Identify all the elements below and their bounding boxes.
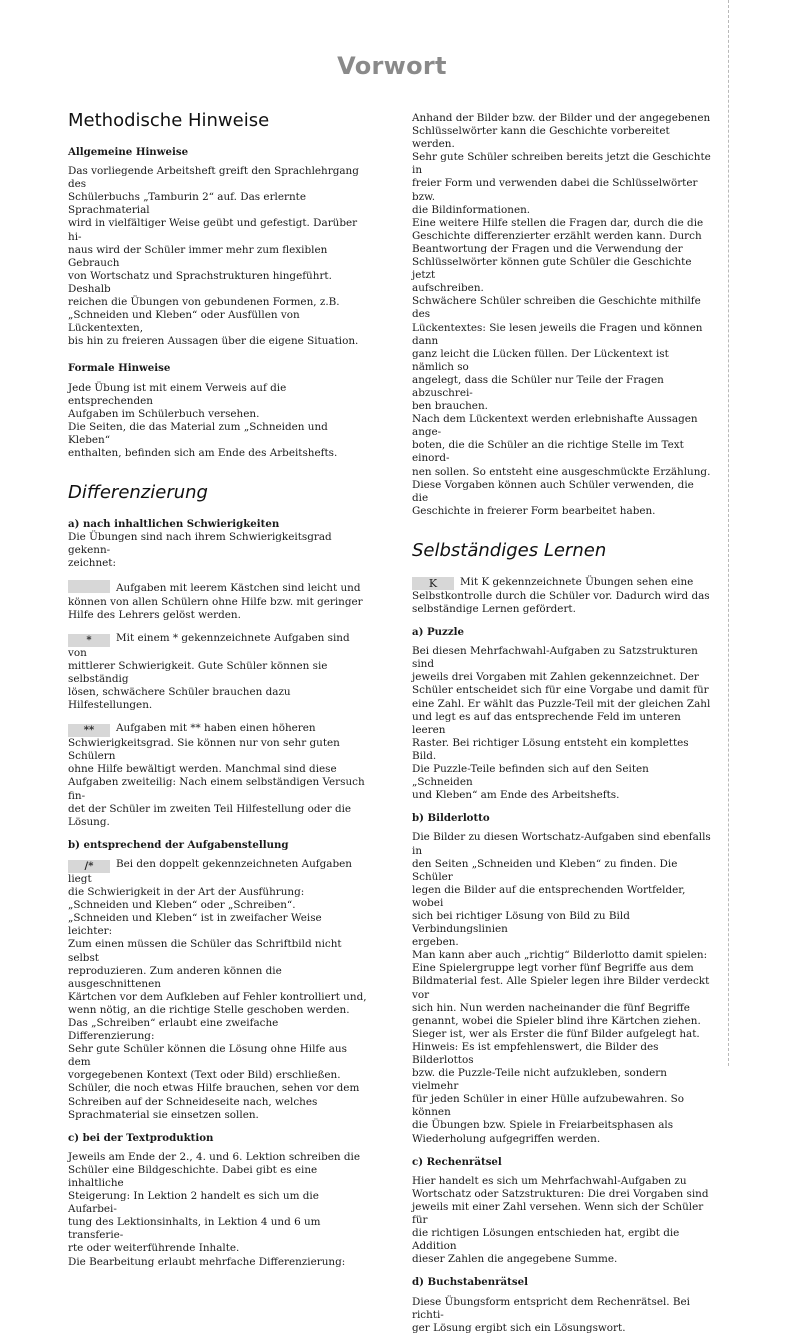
text-line: lösen, schwächere Schüler brauchen dazu Hilfestellungen.	[68, 686, 291, 712]
text-line: die Bildinformationen.	[412, 203, 531, 216]
text-line: eine Zahl. Er wählt das Puzzle-Teil mit der gleichen Zahl	[412, 697, 711, 710]
paragraph-inhalt	[68, 531, 368, 570]
text-line: Lückentextes: Sie lesen jeweils die Fragen und können dann	[412, 321, 703, 347]
heading-formale-hinweise: Formale Hinweise	[68, 362, 171, 375]
text-line: naus wird der Schüler immer mehr zum flexiblen Gebrauch	[68, 243, 328, 269]
text-line: ganz leicht die Lücken füllen. Der Lückentext ist nämlich so	[412, 347, 669, 373]
text-line: Diese Übungsform entspricht dem Rechenrätsel. Bei richti-	[412, 1295, 691, 1321]
text-line: von Wortschatz und Sprachstrukturen hingeführt. Deshalb	[68, 269, 332, 295]
text-line: ohne Hilfe bewältigt werden. Manchmal sind diese	[68, 763, 337, 776]
text-line: Schüler eine Bildgeschichte. Dabei gibt es eine inhaltliche	[68, 1163, 318, 1189]
page-edge-dashed-line	[728, 0, 729, 1066]
text-line: angelegt, dass die Schüler nur Teile der Fragen abzuschrei-	[412, 373, 664, 399]
text-line: bzw. die Puzzle-Teile nicht aufzukleben, sondern vielmehr	[412, 1067, 667, 1093]
text-line: Wiederholung aufgegriffen werden.	[412, 1132, 601, 1145]
text-line: nen sollen. So entsteht eine ausgeschmückte Erzählung.	[412, 465, 711, 478]
text-line: Geschichte differenzierter erzählt werden kann. Durch	[412, 229, 702, 242]
text-line: Die Puzzle-Teile befinden sich auf den Seiten „Schneiden	[412, 763, 649, 789]
text-line: Schülerbuchs „Tamburin 2“ auf. Das erlernte Sprachmaterial	[68, 191, 306, 217]
text-line: Das „Schreiben“ erlaubt eine zweifache Differenzierung:	[68, 1016, 279, 1043]
text-line: Aufgaben zweiteilig: Nach einem selbständigen Versuch fin-	[68, 776, 365, 802]
text-line: reichen die Übungen von gebundenen Formen, z.B.	[68, 296, 340, 309]
text-line: Sehr gute Schüler schreiben bereits jetzt die Geschichte in	[412, 151, 711, 177]
text-line: zeichnet:	[68, 557, 116, 570]
text-line: „Schneiden und Kleben“ ist in zweifacher Weise leichter:	[68, 912, 322, 938]
text-line: dieser Zahlen die angegebene Summe.	[412, 1253, 618, 1266]
text-line: die Schwierigkeit in der Art der Ausführung:	[68, 886, 305, 899]
k-marker: K	[412, 577, 454, 590]
text-line: für jeden Schüler in einer Hülle aufzubewahren. So können	[412, 1093, 685, 1119]
empty-box-marker	[68, 580, 110, 593]
text-line: Geschichte in freierer Form bearbeitet haben.	[412, 504, 656, 517]
star-marker: *	[68, 634, 110, 647]
text-line: und Kleben“ am Ende des Arbeitshefts.	[412, 789, 620, 802]
text-line: sich bei richtiger Lösung von Bild zu Bild Verbindungslinien	[412, 909, 630, 936]
text-line: Beantwortung der Fragen und die Verwendung der	[412, 242, 683, 255]
text-line: „Schneiden und Kleben“ oder Ausfüllen von Lückentexten,	[68, 309, 300, 335]
text-line: wird in vielfältiger Weise geübt und gefestigt. Darüber hi-	[68, 217, 358, 243]
text-line: Aufgaben im Schülerbuch versehen.	[68, 407, 260, 420]
heading-textproduktion: c) bei der Textproduktion	[68, 1131, 214, 1144]
text-line: die Übungen bzw. Spiele in Freiarbeitsphasen als	[412, 1119, 674, 1132]
text-line: Die Übungen sind nach ihrem Schwierigkeitsgrad gekenn-	[68, 531, 332, 557]
heading-bilderlotto: b) Bilderlotto	[412, 812, 490, 825]
text-line: wenn nötig, an die richtige Stelle geschoben werden.	[68, 1003, 350, 1016]
text-line: freier Form und verwenden dabei die Schlüsselwörter bzw.	[412, 177, 698, 203]
text-line: Schüler entscheidet sich für eine Vorgabe und damit für	[412, 684, 709, 697]
text-line: ergeben.	[412, 936, 459, 949]
paragraph-doppelstern	[68, 722, 368, 829]
double-star-marker: **	[68, 724, 110, 737]
text-line: Schlüsselwörter kann die Geschichte vorbereitet werden.	[412, 125, 670, 151]
text-line: selbständige Lernen gefördert.	[412, 603, 576, 615]
text-line: Anhand der Bilder bzw. der Bilder und der angegebenen	[412, 112, 711, 124]
text-line: Schwierigkeitsgrad. Sie können nur von sehr guten Schülern	[68, 737, 340, 763]
text-line: Jeweils am Ende der 2., 4. und 6. Lektion schreiben die	[68, 1150, 361, 1163]
text-line: tung des Lektionsinhalts, in Lektion 4 und 6 um transferie-	[68, 1216, 321, 1242]
text-line: genannt, wobei die Spieler blind ihre Kärtchen ziehen.	[412, 1014, 701, 1027]
selbst-first-line: Mit K gekennzeichnete Übungen sehen eine	[460, 575, 694, 588]
paragraph-aufgabenstellung	[68, 858, 368, 1122]
text-line: Jede Übung ist mit einem Verweis auf die entsprechenden	[68, 381, 287, 407]
text-line: boten, die die Schüler an die richtige Stelle im Text einord-	[412, 439, 684, 465]
text-line: Lösung.	[68, 815, 110, 828]
paragraph-formal	[68, 382, 368, 461]
text-line: Zum einen müssen die Schüler das Schriftbild nicht selbst	[68, 938, 342, 964]
text-line: Diese Vorgaben können auch Schüler verwenden, die die	[412, 478, 694, 504]
text-line: aufschreiben.	[412, 282, 484, 295]
text-line: Bildmaterial fest. Alle Spieler legen ihre Bilder verdeckt vor	[412, 975, 710, 1001]
text-line: Hier handelt es sich um Mehrfachwahl-Aufgaben zu	[412, 1174, 687, 1187]
heading-differenzierung: Differenzierung	[68, 482, 208, 504]
dstar-first-line: Aufgaben mit ** haben einen höheren	[116, 722, 316, 735]
text-line: rte oder weiterführende Inhalte.	[68, 1242, 240, 1255]
star-first-line: Mit einem * gekennzeichnete Aufgaben sind von	[68, 631, 350, 659]
text-line: Schwächere Schüler schreiben die Geschichte mithilfe des	[412, 295, 701, 321]
paragraph-textproduktion	[68, 1151, 368, 1269]
text-line: „Schneiden und Kleben“ oder „Schreiben“.	[68, 899, 296, 912]
text-line: Hilfe des Lehrers gelöst werden.	[68, 608, 241, 621]
text-line: Man kann aber auch „richtig“ Bilderlotto damit spielen:	[412, 949, 708, 962]
text-line: ben brauchen.	[412, 400, 488, 413]
paragraph-selbst	[412, 576, 712, 616]
text-line: die richtigen Lösungen entschieden hat, ergibt die Addition	[412, 1227, 680, 1253]
text-line: Sehr gute Schüler können die Lösung ohne Hilfe aus dem	[68, 1043, 347, 1069]
text-line: Nach dem Lückentext werden erlebnishafte Aussagen ange-	[412, 413, 698, 439]
text-line: Eine Spielergruppe legt vorher fünf Begriffe aus dem	[412, 962, 694, 975]
left-column	[68, 110, 368, 1269]
text-line: Wortschatz oder Satzstrukturen: Die drei Vorgaben sind	[412, 1187, 709, 1200]
text-line: Schlüsselwörter können gute Schüler die Geschichte jetzt	[412, 256, 692, 282]
text-line: Schreiben auf der Schneideseite nach, welches	[68, 1095, 318, 1108]
text-line: reproduzieren. Zum anderen können die ausgeschnittenen	[68, 964, 282, 990]
aufgabe-first-line: Bei den doppelt gekennzeichneten Aufgaben liegt	[68, 857, 352, 885]
text-line: det der Schüler im zweiten Teil Hilfestellung oder die	[68, 802, 352, 815]
paragraph-buchstabenraetsel	[412, 1296, 712, 1335]
paragraph-bilderlotto	[412, 831, 712, 1145]
text-line: vorgegebenen Kontext (Text oder Bild) erschließen.	[68, 1069, 341, 1082]
text-line: bis hin zu freieren Aussagen über die eigene Situation.	[68, 335, 359, 348]
text-line: Die Bearbeitung erlaubt mehrfache Differenzierung:	[68, 1255, 346, 1268]
slash-star-marker: /*	[68, 860, 110, 873]
text-line: ger Lösung ergibt sich ein Lösungswort.	[412, 1321, 626, 1334]
text-line: enthalten, befinden sich am Ende des Arbeitshefts.	[68, 446, 338, 459]
text-line: Sieger ist, wer als Erster die fünf Bilder aufgelegt hat.	[412, 1027, 700, 1040]
text-line: Schüler, die noch etwas Hilfe brauchen, sehen vor dem	[68, 1082, 360, 1095]
text-line: sich hin. Nun werden nacheinander die fünf Begriffe	[412, 1001, 690, 1014]
text-line: Eine weitere Hilfe stellen die Fragen dar, durch die die	[412, 216, 704, 229]
heading-selbstaendiges-lernen: Selbständiges Lernen	[412, 539, 607, 561]
paragraph-intro	[412, 112, 712, 518]
text-line: Sprachmaterial sie einsetzen sollen.	[68, 1108, 259, 1121]
text-line: Bei diesen Mehrfachwahl-Aufgaben zu Satzstrukturen sind	[412, 645, 698, 671]
text-line: Das vorliegende Arbeitsheft greift den Sprachlehrgang des	[68, 165, 359, 191]
text-line: können von allen Schülern ohne Hilfe bzw. mit geringer	[68, 595, 363, 608]
text-line: Kärtchen vor dem Aufkleben auf Fehler kontrolliert und,	[68, 990, 367, 1003]
heading-aufgabenstellung: b) entsprechend der Aufgabenstellung	[68, 838, 289, 851]
heading-inhaltliche-schwierigkeiten: a) nach inhaltlichen Schwierigkeiten	[68, 518, 280, 531]
paragraph-puzzle	[412, 645, 712, 802]
heading-puzzle: a) Puzzle	[412, 626, 464, 639]
leer-first-line: Aufgaben mit leerem Kästchen sind leicht und	[116, 582, 361, 595]
text-line: legen die Bilder auf die entsprechenden Wortfelder, wobei	[412, 883, 686, 909]
text-line: Die Bilder zu diesen Wortschatz-Aufgaben sind ebenfalls in	[412, 831, 711, 857]
text-line: mittlerer Schwierigkeit. Gute Schüler können sie selbständig	[68, 659, 328, 685]
paragraph-leeres-kaestchen	[68, 580, 368, 621]
heading-buchstabenraetsel: d) Buchstabenrätsel	[412, 1276, 528, 1289]
heading-rechenraetsel: c) Rechenrätsel	[412, 1155, 502, 1168]
paragraph-allgemein	[68, 165, 368, 348]
text-line: Die Seiten, die das Material zum „Schneiden und Kleben“	[68, 420, 328, 446]
right-column	[412, 112, 712, 1335]
text-line: und legt es auf das entsprechende Feld im unteren leeren	[412, 710, 681, 736]
text-line: Hinweis: Es ist empfehlenswert, die Bilder des Bilderlottos	[412, 1040, 659, 1066]
text-line: Steigerung: In Lektion 2 handelt es sich um die Aufarbei-	[68, 1190, 319, 1216]
text-line: Raster. Bei richtiger Lösung entsteht ein komplettes Bild.	[412, 736, 689, 762]
heading-methodische-hinweise: Methodische Hinweise	[68, 110, 270, 131]
text-line: jeweils drei Vorgaben mit Zahlen gekennzeichnet. Der	[412, 671, 699, 684]
text-line: jeweils mit einer Zahl versehen. Wenn sich der Schüler für	[412, 1200, 704, 1227]
text-line: den Seiten „Schneiden und Kleben“ zu finden. Die Schüler	[412, 857, 678, 883]
paragraph-rechenraetsel	[412, 1175, 712, 1267]
heading-allgemeine-hinweise: Allgemeine Hinweise	[68, 146, 189, 158]
paragraph-stern	[68, 632, 368, 712]
text-line: Selbstkontrolle durch die Schüler vor. Dadurch wird das	[412, 589, 710, 602]
page-title: Vorwort	[337, 52, 447, 80]
